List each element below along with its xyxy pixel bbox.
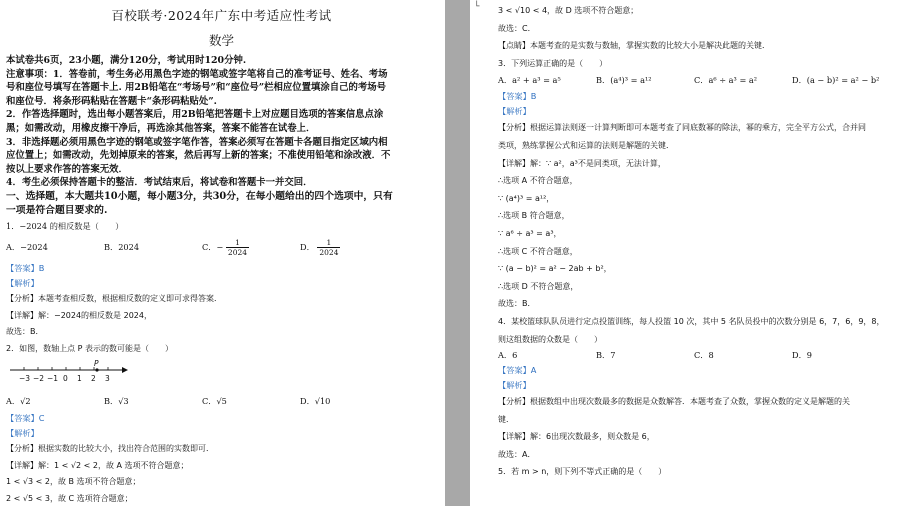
q3-analysis: 【分析】根据运算法则逐一计算判断即可本题考查了同底数幂的除法，幂的乘方，完全平方公式，合并同	[498, 123, 866, 133]
section-1-heading: 一、选择题，本大题共10小题，每小题3分，共30分，在每小题给出的四个选项中，只有	[6, 190, 393, 202]
q3-step: ∴选项 C 不符合题意，	[498, 246, 578, 256]
q2-line-c: 2 < √5 < 3，故 C 选项符合题意；	[6, 493, 133, 503]
q4-detail: 【详解】解：6出现次数最多，则众数是 6，	[498, 432, 655, 442]
q4-analysis-tag: 【解析】	[498, 380, 531, 391]
q2-analysis-tag: 【解析】	[6, 428, 39, 439]
exam-subject: 数学	[208, 33, 234, 48]
q1-option-d	[300, 238, 340, 257]
page-corner-marker: └	[474, 2, 480, 12]
q1-analysis: 【分析】本题考查相反数，根据相反数的定义即可求得答案．	[6, 294, 222, 304]
section-1-heading-cont: 一项是符合题目要求的.	[6, 204, 108, 216]
note-line: 注意事项：1．答卷前，考生务必用黑色字迹的钢笔或签字笔将自己的准考证号、姓名、考场	[6, 68, 388, 80]
exam-notes	[6, 54, 437, 190]
q2-options	[6, 396, 437, 407]
note-line: 号和座位号填写在答题卡上. 用2B铅笔在“考场号”和“座位号”栏相应位置填涂自己的考场号	[6, 82, 387, 94]
note-line: 应位置上；如需改动，先划掉原来的答案，然后再写上新的答案；不准使用铅笔和涂改液．不	[6, 150, 391, 162]
q3-step: ∴选项 D 不符合题意，	[498, 281, 579, 291]
q3-answer: 【答案】B	[498, 91, 537, 102]
q3-options	[498, 75, 894, 86]
point-p-label: P	[94, 360, 99, 369]
page-left	[0, 0, 445, 506]
q2-choose: 故选：C．	[498, 23, 536, 33]
q4-option-d: D．9	[792, 350, 812, 361]
q1-option-c	[202, 238, 300, 257]
q2-analysis: 【分析】根据实数的比较大小，找出符合范围的实数即可．	[6, 444, 214, 454]
frac-denominator: 2024	[227, 248, 248, 258]
q4-option-c: C．8	[694, 350, 714, 361]
q3-step: ∵ a⁶ ÷ a³ = a³，	[498, 228, 562, 238]
q2-option-a: A．√2	[6, 396, 31, 407]
q4-stem-cont: 则这组数据的众数是（ ）	[498, 334, 602, 344]
number-line-figure	[6, 360, 136, 386]
q4-analysis: 【分析】根据数组中出现次数最多的数据是众数解答．本题考查了众数，掌握众数的定义是解题的关	[498, 397, 850, 407]
q1-option-b: B．2024	[104, 242, 140, 253]
tick-label: 0	[63, 374, 68, 384]
frac-numerator: 1	[317, 238, 340, 248]
note-line: 按以上要求作答的答案无效．	[6, 163, 128, 175]
frac-numerator: 1	[226, 238, 249, 248]
q4-options	[498, 350, 894, 361]
q2-option-b: B．√3	[104, 396, 129, 407]
point-p-marker	[95, 369, 98, 372]
q1-option-a: A．−2024	[6, 242, 48, 253]
q1-analysis-tag: 【解析】	[6, 278, 39, 289]
q3-stem: 3．下列运算正确的是（ ）	[498, 58, 608, 68]
q2-detail: 【详解】解：1 < √2 < 2，故 A 选项不符合题意；	[6, 460, 189, 470]
q3-step: ∵ (a⁴)³ = a¹²，	[498, 193, 555, 203]
q1-option-d-fraction	[317, 238, 340, 257]
q2-line-b: 1 < √3 < 2，故 B 选项不符合题意；	[6, 477, 141, 487]
q3-option-d: D．(a − b)² = a² − b²	[792, 75, 880, 86]
q3-step: ∵ (a − b)² = a² − 2ab + b²，	[498, 264, 612, 274]
q3-analysis-tag: 【解析】	[498, 106, 531, 117]
page-right	[470, 0, 900, 506]
q1-options	[6, 238, 437, 257]
q2-number-line	[6, 360, 437, 390]
q4-option-a: A．6	[498, 350, 518, 361]
q5-stem: 5．若 m > n，则下列不等式正确的是（ ）	[498, 467, 667, 477]
tick-label: 3	[105, 374, 110, 384]
note-line: 3．非选择题必须用黑色字迹的钢笔或签字笔作答，答案必须写在答题卡各题目指定区域内相	[6, 136, 388, 148]
q1-option-d-prefix: D．	[300, 241, 315, 252]
q1-detail: 【详解】解：−2024的相反数是 2024，	[6, 310, 152, 320]
q2-point-note: 【点睛】本题考查的是实数与数轴，掌握实数的比较大小是解决此题的关键．	[498, 41, 770, 51]
q2-option-d: D．√10	[300, 396, 331, 407]
q3-step: ∴选项 B 符合题意，	[498, 211, 570, 221]
tick-label: 1	[77, 374, 82, 384]
q3-option-b: B．(a⁴)³ = a¹²	[596, 75, 652, 86]
q2-stem: 2．如图，数轴上点 P 表示的数可能是（ ）	[6, 343, 173, 353]
q1-conclusion: 故选：B．	[6, 327, 44, 337]
tick-label: −3	[19, 374, 31, 384]
q4-stem: 4．某校篮球队队员进行定点投篮训练，每人投篮 10 次，其中 5 名队员投中的次数分别是 6，7，6，9，8，	[498, 316, 885, 326]
note-line: 本试卷共6页，23小题，满分120分，考试用时120分钟.	[6, 55, 247, 66]
q3-option-c: C．a⁶ ÷ a³ = a²	[694, 75, 758, 86]
frac-denominator: 2024	[319, 248, 339, 258]
q2-option-c: C．√5	[202, 396, 227, 407]
q3-option-a: A．a² + a³ = a⁵	[498, 75, 561, 86]
q1-option-c-prefix: C．−	[202, 241, 224, 252]
q1-stem: 1．−2024 的相反数是（ ）	[6, 221, 124, 232]
q4-answer: 【答案】A	[498, 365, 537, 376]
q4-choose: 故选：A．	[498, 449, 536, 459]
note-line: 和座位号．将条形码粘贴在答题卡“条形码粘贴处”.	[6, 95, 217, 107]
q4-option-b: B．7	[596, 350, 616, 361]
exam-title: 百校联考·2024年广东中考适应性考试	[111, 8, 332, 23]
q3-choose: 故选：B．	[498, 299, 536, 309]
q2-line-d: 3 < √10 < 4，故 D 选项不符合题意；	[498, 6, 639, 15]
tick-label: −1	[47, 374, 59, 384]
q1-answer: 【答案】B	[6, 263, 45, 274]
q1-option-c-fraction	[226, 238, 249, 257]
arrow-icon	[122, 367, 128, 373]
q3-detail: 【详解】解：∵ a²，a³不是同类项，无法计算，	[498, 158, 666, 168]
q3-step: ∴选项 A 不符合题意，	[498, 176, 578, 186]
q4-analysis-cont: 键．	[498, 414, 514, 424]
q3-analysis-cont: 类项，熟练掌握公式和运算的法则是解题的关键．	[498, 140, 674, 150]
note-line: 2．作答选择题时，选出每小题答案后，用2B铅笔把答题卡上对应题目选项的答案信息点涂	[6, 109, 384, 121]
q2-answer: 【答案】C	[6, 413, 45, 424]
tick-label: 2	[91, 374, 96, 384]
tick-label: −2	[33, 374, 45, 384]
note-line: 4．考生必须保持答题卡的整洁．考试结束后，将试卷和答题卡一并交回．	[6, 177, 313, 189]
note-line: 黑；如需改动，用橡皮擦干净后，再选涂其他答案，答案不能答在试卷上．	[6, 122, 316, 134]
